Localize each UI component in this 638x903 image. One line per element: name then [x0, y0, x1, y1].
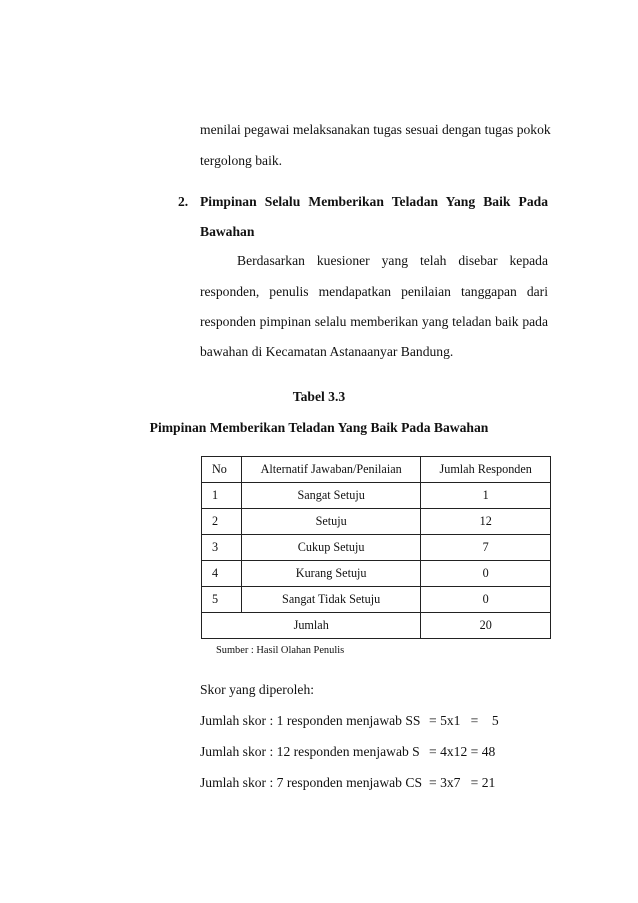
paragraph-line: Berdasarkan kuesioner yang telah disebar kepada [237, 253, 548, 268]
table-cell: Setuju [241, 509, 421, 535]
table-row [202, 509, 551, 535]
table-cell: 2 [202, 509, 242, 535]
score-description: Jumlah skor : 12 responden menjawab S [200, 744, 420, 759]
table-cell: Kurang Setuju [241, 561, 421, 587]
responses-table [201, 456, 551, 639]
header-cell: No [202, 457, 242, 483]
score-description: Jumlah skor : 7 responden menjawab CS [200, 775, 423, 790]
table-row [202, 561, 551, 587]
table-row [202, 483, 551, 509]
table-cell: 4 [202, 561, 242, 587]
table-header-row [202, 457, 551, 483]
section-number: 2. [178, 194, 189, 209]
section-heading-continued: Bawahan [200, 224, 255, 239]
table-source: Sumber : Hasil Olahan Penulis [216, 645, 345, 656]
table-cell: Cukup Setuju [241, 535, 421, 561]
table-row [202, 587, 551, 613]
table-row [202, 535, 551, 561]
table-cell: 1 [202, 483, 242, 509]
score-calculation: = 4x12 = 48 [429, 744, 496, 759]
table-cell: 1 [421, 483, 551, 509]
score-calculation: = 5x1 = 5 [429, 713, 499, 728]
score-heading: Skor yang diperoleh: [200, 682, 315, 697]
paragraph-line: tergolong baik. [200, 153, 283, 168]
table-total-row [202, 613, 551, 639]
table-cell: 5 [202, 587, 242, 613]
table-cell: 3 [202, 535, 242, 561]
table-cell: Sangat Setuju [241, 483, 421, 509]
table-label: Tabel 3.3 [292, 389, 346, 404]
table-cell: 7 [421, 535, 551, 561]
paragraph-line: responden, penulis mendapatkan penilaian tanggapan dari [200, 284, 548, 299]
section-heading: Pimpinan Selalu Memberikan Teladan Yang Baik Pada [200, 194, 548, 209]
paragraph-line: responden pimpinan selalu memberikan yang teladan baik pada [200, 314, 548, 329]
header-cell: Jumlah Responden [421, 457, 551, 483]
table-cell: 12 [421, 509, 551, 535]
table-title: Pimpinan Memberikan Teladan Yang Baik Pada Bawahan [149, 420, 489, 435]
header-cell: Alternatif Jawaban/Penilaian [241, 457, 421, 483]
table-cell: Sangat Tidak Setuju [241, 587, 421, 613]
score-description: Jumlah skor : 1 responden menjawab SS [200, 713, 421, 728]
total-label-cell: Jumlah [202, 613, 421, 639]
table-cell: 0 [421, 587, 551, 613]
table-cell: 0 [421, 561, 551, 587]
paragraph-line: bawahan di Kecamatan Astanaanyar Bandung. [200, 344, 454, 359]
score-calculation: = 3x7 = 21 [429, 775, 496, 790]
total-value-cell: 20 [421, 613, 551, 639]
paragraph-line: menilai pegawai melaksanakan tugas sesuai dengan tugas pokok [200, 122, 551, 137]
